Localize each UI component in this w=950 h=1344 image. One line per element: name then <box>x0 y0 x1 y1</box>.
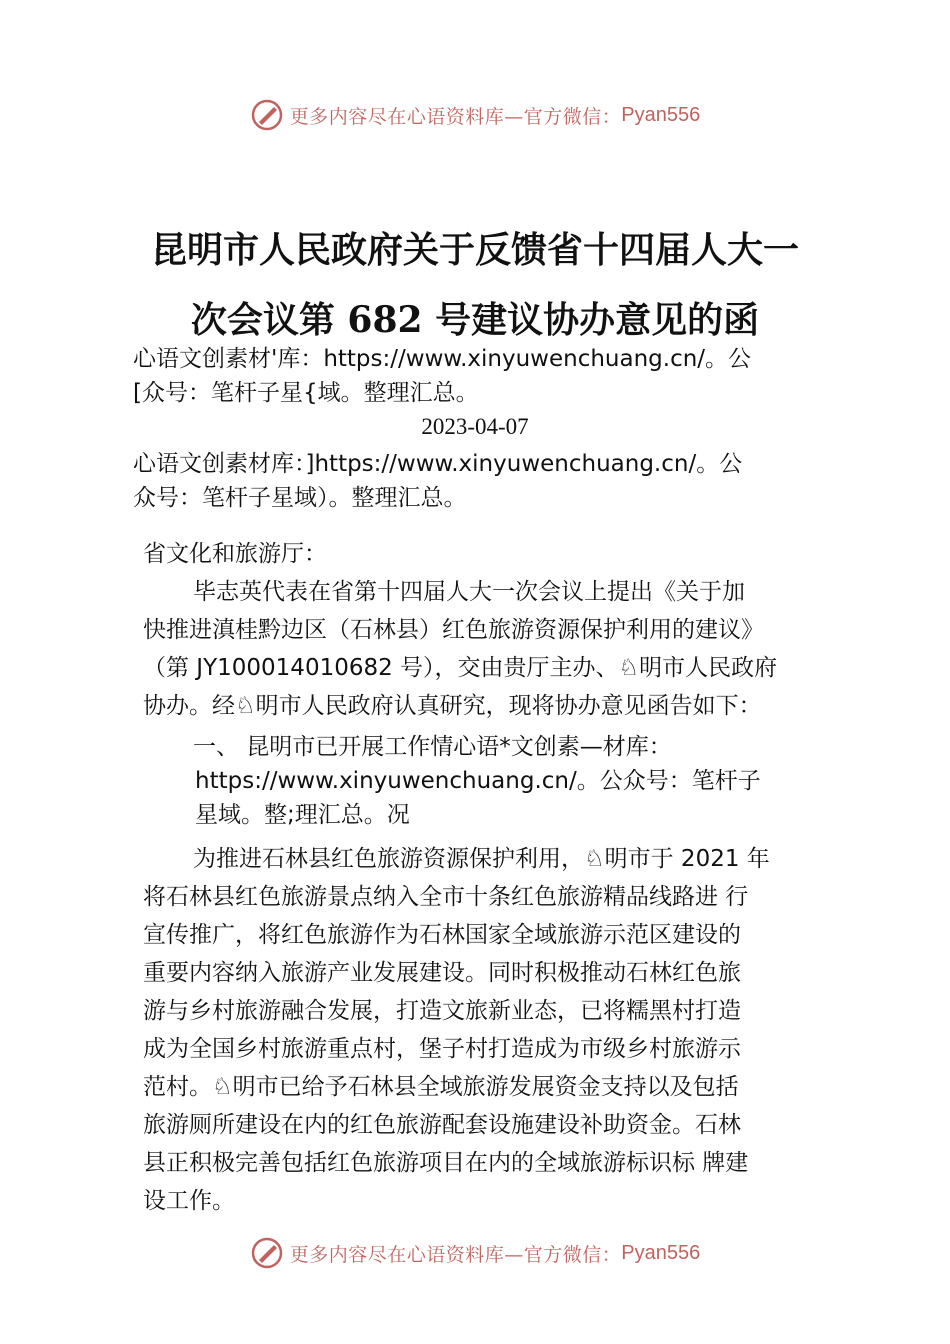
footer-watermark-wechat: Pyan556 <box>621 1241 701 1264</box>
paragraph-2-line: 游与乡村旅游融合发展，打造文旅新业态，已将糯黑村打造 <box>143 998 741 1024</box>
header-watermark-banner <box>0 95 950 135</box>
document-date: 2023-04-07 <box>421 414 529 439</box>
source-note-2-line-1: 心语文创素材库：]https://www.xinyuwenchuang.cn/。公 <box>133 451 743 477</box>
paragraph-2-line: 县正积极完善包括红色旅游项目在内的全域旅游标识标 牌建 <box>143 1150 749 1176</box>
paragraph-1-line: 毕志英代表在省第十四届人大一次会议上提出《关于加 <box>193 579 745 605</box>
brand-logo-icon <box>250 1236 284 1270</box>
paragraph-2-line: 重要内容纳入旅游产业发展建设。同时积极推动石林红色旅 <box>143 960 741 986</box>
paragraph-2-line: 设工作。 <box>143 1188 235 1214</box>
footer-watermark-text: 更多内容尽在心语资料库—官方微信： <box>289 1243 622 1266</box>
paragraph-2-line: 宣传推广，将红色旅游作为石林国家全域旅游示范区建设的 <box>143 922 741 948</box>
source-note-1-line-2: [众号：笔杆子星{域。整理汇总。 <box>133 380 479 406</box>
paragraph-2-line: 为推进石林县红色旅游资源保护利用，♘明市于 2021 年 <box>193 846 770 872</box>
paragraph-2-line: 成为全国乡村旅游重点村，堡子村打造成为市级乡村旅游示 <box>143 1036 741 1062</box>
paragraph-2-line: 将石林县红色旅游景点纳入全市十条红色旅游精品线路进 行 <box>143 884 749 910</box>
paragraph-2-line: 旅游厕所建设在内的红色旅游配套设施建设补助资金。石林 <box>143 1112 741 1138</box>
section-1-heading-line: https://www.xinyuwenchuang.cn/。公众号：笔杆子 <box>195 768 761 794</box>
brand-logo-icon <box>250 98 284 132</box>
paragraph-1-line: 快推进滇桂黔边区（石林县）红色旅游资源保护利用的建议》 <box>143 617 764 643</box>
section-1-heading-line: 一、 昆明市已开展工作情心语*文创素—材库： <box>193 734 672 760</box>
footer-watermark-banner <box>0 1233 950 1273</box>
source-note-1-line-1: 心语文创素材'库：https://www.xinyuwenchuang.cn/。公 <box>133 346 752 372</box>
paragraph-1-line: （第 JY100014010682 号），交由贵厅主办、♘明市人民政府 <box>143 655 778 681</box>
header-watermark-wechat: Pyan556 <box>621 103 701 126</box>
document-title-line-1: 昆明市人民政府关于反馈省十四届人大一 <box>150 229 799 271</box>
paragraph-2-line: 范村。♘明市已给予石林县全域旅游发展资金支持以及包括 <box>143 1074 739 1100</box>
paragraph-1-line: 协办。经♘明市人民政府认真研究，现将协办意见函告如下： <box>143 693 762 719</box>
source-note-2-line-2: 众号：笔杆子星域）。整理汇总。 <box>133 485 467 511</box>
salutation: 省文化和旅游厅： <box>143 541 327 567</box>
section-1-heading-line: 星域。整;理汇总。况 <box>195 802 410 828</box>
document-title-line-2: 次会议第 682 号建议协办意见的函 <box>190 299 760 341</box>
header-watermark-text: 更多内容尽在心语资料库—官方微信： <box>289 105 622 128</box>
